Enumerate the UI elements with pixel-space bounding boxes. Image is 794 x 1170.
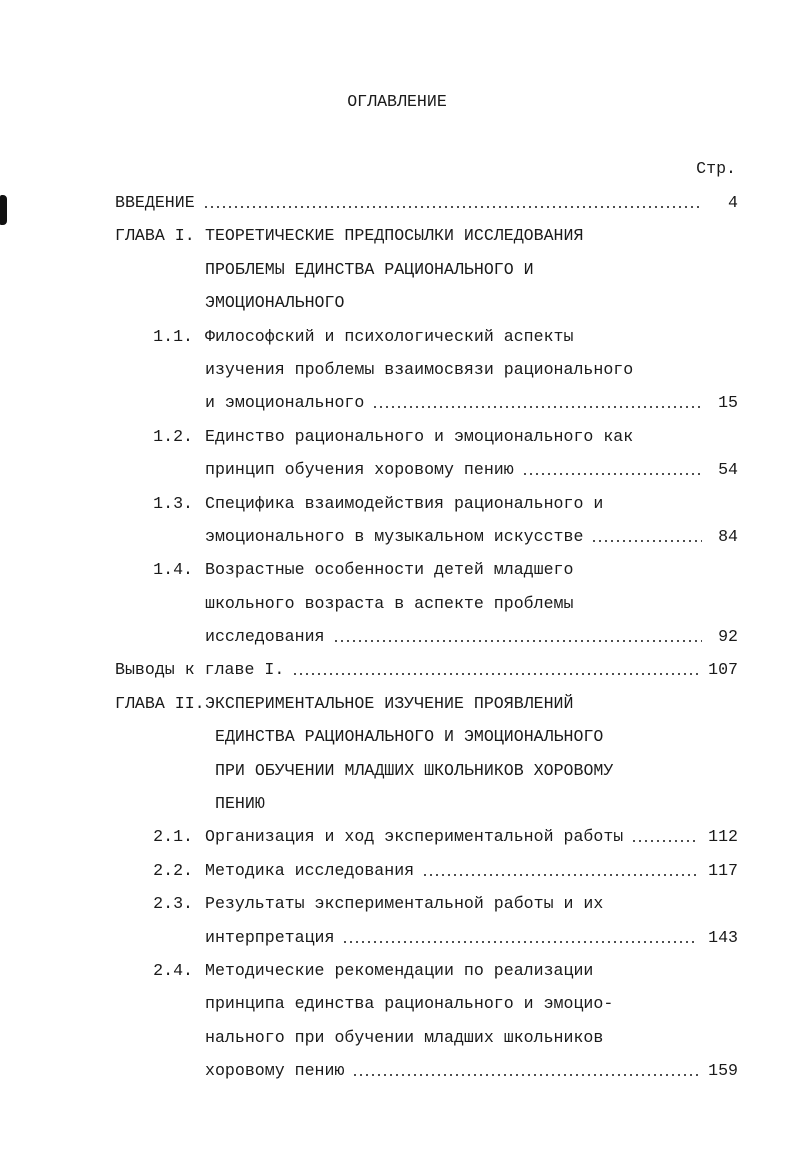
dot-leader bbox=[422, 873, 698, 877]
toc-page-number: 92 bbox=[718, 627, 738, 647]
toc-line bbox=[0, 292, 794, 325]
toc-entry-title: школьного возраста в аспекте проблемы bbox=[205, 593, 574, 613]
toc-page-number: 112 bbox=[708, 827, 738, 847]
toc-entry-number: 2.1. bbox=[153, 827, 193, 847]
toc-entry-title: нального при обучении младших школьников bbox=[205, 1027, 604, 1047]
toc-page-number: 4 bbox=[728, 193, 738, 212]
toc-entry-title: ВВЕДЕНИЕ bbox=[115, 193, 195, 212]
toc-line bbox=[0, 1027, 794, 1060]
toc-line bbox=[0, 726, 794, 759]
toc-line bbox=[0, 192, 794, 225]
toc-line bbox=[0, 526, 794, 559]
toc-line bbox=[0, 793, 794, 826]
toc-line bbox=[0, 659, 794, 692]
toc-entry-title: исследования bbox=[205, 627, 325, 647]
toc-line bbox=[0, 893, 794, 926]
toc-entry-title: хоровому пению bbox=[205, 1061, 345, 1081]
toc-line bbox=[0, 993, 794, 1026]
toc-line bbox=[0, 593, 794, 626]
dot-leader bbox=[342, 940, 698, 944]
dot-leader bbox=[372, 405, 702, 409]
toc-entry-number: 1.4. bbox=[153, 560, 193, 580]
toc-entry-title: ПЕНИЮ bbox=[215, 794, 265, 814]
toc-line bbox=[0, 225, 794, 258]
toc-entry-title: ПРИ ОБУЧЕНИИ МЛАДШИХ ШКОЛЬНИКОВ ХОРОВОМУ bbox=[215, 760, 614, 780]
toc-line bbox=[0, 860, 794, 893]
toc-entry-title: Единство рационального и эмоционального как bbox=[205, 426, 634, 446]
toc-entry-title: интерпретация bbox=[205, 927, 335, 947]
page-column-header: Стр. bbox=[696, 159, 736, 178]
toc-entry-title: изучения проблемы взаимосвязи рационального bbox=[205, 359, 634, 379]
toc-line bbox=[0, 1060, 794, 1093]
toc-entry-title: Методические рекомендации по реализации bbox=[205, 960, 594, 980]
page-title: ОГЛАВЛЕНИЕ bbox=[347, 92, 447, 111]
toc-line bbox=[0, 326, 794, 359]
toc-entry-title: Методика исследования bbox=[205, 860, 415, 880]
toc-entry-number: 2.2. bbox=[153, 860, 193, 880]
toc-entry-number: ГЛАВА II. bbox=[115, 693, 205, 713]
toc-page-number: 117 bbox=[708, 860, 738, 880]
toc-entry-title: эмоционального в музыкальном искусстве bbox=[205, 526, 584, 546]
dot-leader bbox=[333, 639, 703, 643]
toc-page-number: 143 bbox=[708, 927, 738, 947]
toc-entry-number: 1.2. bbox=[153, 426, 193, 446]
toc-line bbox=[0, 760, 794, 793]
toc-line bbox=[0, 459, 794, 492]
toc-page-number: 84 bbox=[718, 526, 738, 546]
toc-entry-title: Философский и психологический аспекты bbox=[205, 326, 574, 346]
toc-entry-title: ПРОБЛЕМЫ ЕДИНСТВА РАЦИОНАЛЬНОГО И bbox=[205, 259, 534, 279]
toc-entry-title: ЕДИНСТВА РАЦИОНАЛЬНОГО И ЭМОЦИОНАЛЬНОГО bbox=[215, 727, 604, 747]
toc-line bbox=[0, 359, 794, 392]
toc-entry-title: Результаты экспериментальной работы и их bbox=[205, 894, 604, 914]
toc-entry-title: Выводы к главе I. bbox=[115, 660, 285, 680]
toc-line bbox=[0, 559, 794, 592]
toc-entry-title: Возрастные особенности детей младшего bbox=[205, 560, 574, 580]
toc-line bbox=[0, 927, 794, 960]
toc-entry-number: 2.3. bbox=[153, 894, 193, 914]
dot-leader bbox=[631, 839, 698, 843]
toc-entry-number: ГЛАВА I. bbox=[115, 226, 195, 246]
toc-page-number: 107 bbox=[708, 660, 738, 680]
toc-entry-number: 1.3. bbox=[153, 493, 193, 513]
toc-page-number: 54 bbox=[718, 460, 738, 480]
dot-leader bbox=[203, 205, 702, 209]
dot-leader bbox=[522, 472, 702, 476]
toc-line bbox=[0, 259, 794, 292]
toc-entry-title: ЭКСПЕРИМЕНТАЛЬНОЕ ИЗУЧЕНИЕ ПРОЯВЛЕНИЙ bbox=[205, 693, 574, 713]
toc-entry-title: принцип обучения хоровому пению bbox=[205, 460, 514, 480]
toc-entry-number: 2.4. bbox=[153, 960, 193, 980]
dot-leader bbox=[292, 672, 698, 676]
toc-line bbox=[0, 426, 794, 459]
toc-entry-title: Специфика взаимодействия рационального и bbox=[205, 493, 604, 513]
toc-line bbox=[0, 693, 794, 726]
dot-leader bbox=[352, 1073, 698, 1077]
toc-page-number: 15 bbox=[718, 393, 738, 413]
table-of-contents bbox=[0, 192, 794, 1094]
toc-entry-title: ТЕОРЕТИЧЕСКИЕ ПРЕДПОСЫЛКИ ИССЛЕДОВАНИЯ bbox=[205, 226, 584, 246]
toc-entry-title: ЭМОЦИОНАЛЬНОГО bbox=[205, 293, 345, 313]
toc-page-number: 159 bbox=[708, 1061, 738, 1081]
toc-line bbox=[0, 392, 794, 425]
toc-entry-title: принципа единства рационального и эмоцио- bbox=[205, 994, 614, 1014]
toc-line bbox=[0, 826, 794, 859]
toc-entry-number: 1.1. bbox=[153, 326, 193, 346]
toc-entry-title: и эмоционального bbox=[205, 393, 365, 413]
toc-line bbox=[0, 626, 794, 659]
dot-leader bbox=[591, 539, 702, 543]
toc-entry-title: Организация и ход экспериментальной работы bbox=[205, 827, 624, 847]
toc-line bbox=[0, 493, 794, 526]
toc-line bbox=[0, 960, 794, 993]
